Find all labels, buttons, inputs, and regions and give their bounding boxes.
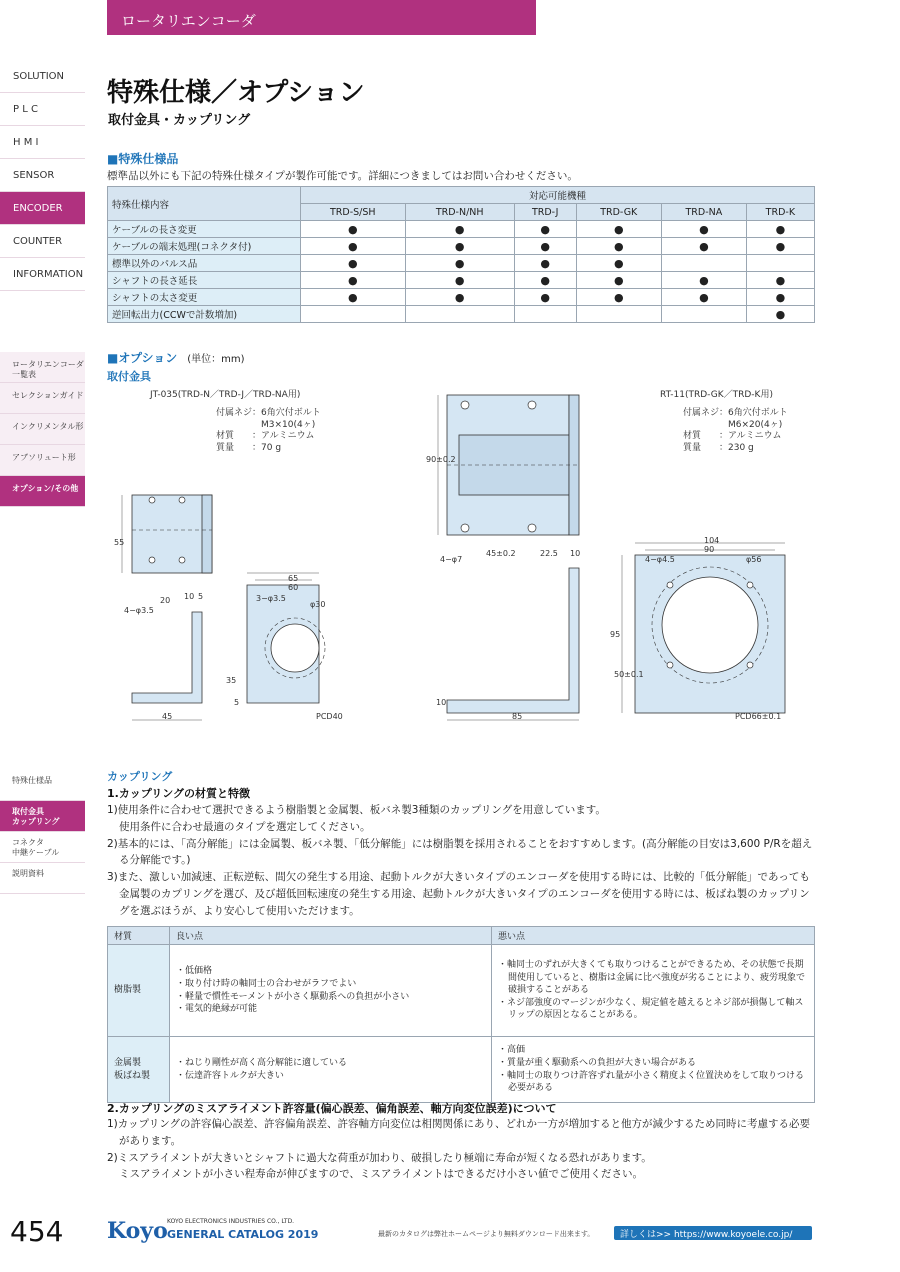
coupling-heading: カップリング xyxy=(107,770,173,783)
spec-mark: ● xyxy=(301,272,406,289)
hole xyxy=(461,401,469,409)
spec-mark xyxy=(514,306,576,323)
dim-pcd40: PCD40 xyxy=(316,712,343,721)
spec-mark xyxy=(662,255,747,272)
hole xyxy=(149,497,155,503)
special-heading: ■特殊仕様品 xyxy=(107,152,179,166)
sub-nav-item-2[interactable]: インクリメンタル形 xyxy=(0,414,85,445)
spec-mark: ● xyxy=(514,289,576,306)
nav-item-4[interactable]: ENCODER xyxy=(0,192,85,225)
spec-mark: ● xyxy=(405,221,514,238)
jt-side-flange xyxy=(202,495,212,573)
page-number: 454 xyxy=(10,1215,64,1248)
model-header: TRD-K xyxy=(746,204,814,221)
dim-5b: 5 xyxy=(234,698,240,707)
nav-item-3[interactable]: SENSOR xyxy=(0,159,85,192)
dim-4-3.5: 4−φ3.5 xyxy=(124,606,154,615)
spec-mark: ● xyxy=(301,289,406,306)
special-desc: 標準品以外にも下記の特殊仕様タイプが製作可能です。詳細につきましてはお問い合わせください。 xyxy=(107,170,578,182)
mat-good-list xyxy=(176,1057,485,1082)
model-header: TRD-N/NH xyxy=(405,204,514,221)
spec-mark: ● xyxy=(301,238,406,255)
dim-3-3.5: 3−φ3.5 xyxy=(256,594,286,603)
spec-mark: ● xyxy=(576,238,661,255)
dim-22.5: 22.5 xyxy=(540,549,558,558)
jt-bore xyxy=(271,624,319,672)
spec-mark: ● xyxy=(662,289,747,306)
nav-item-5[interactable]: COUNTER xyxy=(0,225,85,258)
spec-mark: ● xyxy=(301,221,406,238)
col-group: 対応可能機種 xyxy=(301,187,815,204)
table-row xyxy=(108,255,815,272)
table-row xyxy=(108,945,815,1037)
mat-bad xyxy=(492,945,815,1037)
spec-label: シャフトの太さ変更 xyxy=(108,289,301,306)
page-subtitle: 取付金具・カップリング xyxy=(108,113,251,128)
spec-mark: ● xyxy=(576,272,661,289)
table-row xyxy=(108,221,815,238)
dim-104: 104 xyxy=(704,536,720,545)
download-note: 最新のカタログは弊社ホームページより無料ダウンロード出来ます。 xyxy=(378,1230,595,1238)
dim-10b: 10 xyxy=(570,549,581,558)
sub-nav-item-0[interactable]: ロータリエンコーダ 一覧表 xyxy=(0,352,85,383)
dim-4-7: 4−φ7 xyxy=(440,555,463,564)
list-item: ・軸同士のずれが大きくても取りつけることができるため、その状態で長期間使用していると、樹脂は金属に比べ強度が劣ることにより、疲労現象で破損することがある xyxy=(498,960,806,996)
list-item: ・電気的絶縁が可能 xyxy=(176,1004,258,1015)
spec-mark: ● xyxy=(405,289,514,306)
hole xyxy=(528,524,536,532)
sub-nav2-item-3[interactable]: 説明資料 xyxy=(0,863,85,894)
nav-item-1[interactable]: P L C xyxy=(0,93,85,126)
spec-mark: ● xyxy=(746,272,814,289)
spec-mark: ● xyxy=(746,238,814,255)
sub-nav2-item-2[interactable]: コネクタ 中継ケーブル xyxy=(0,832,85,863)
sub-nav-item-3[interactable]: アブソリュート形 xyxy=(0,445,85,476)
website-link[interactable]: 詳しくは>> https://www.koyoele.co.jp/ xyxy=(614,1226,812,1240)
spec-mark xyxy=(576,306,661,323)
model-header: TRD-NA xyxy=(662,204,747,221)
dim-20: 20 xyxy=(160,596,171,605)
col-label: 特殊仕様内容 xyxy=(108,187,301,221)
hole xyxy=(461,524,469,532)
spec-mark: ● xyxy=(746,221,814,238)
model-header: TRD-S/SH xyxy=(301,204,406,221)
list-item: ・伝達許容トルクが大きい xyxy=(176,1070,284,1081)
list-item: ・軸同士の取りつけ許容ずれ量が小さく精度よく位置決めをして取りつける必要がある xyxy=(498,1070,805,1094)
nav-item-0[interactable]: SOLUTION xyxy=(0,60,85,93)
table-row xyxy=(108,272,815,289)
spec-label: 標準以外のパルス品 xyxy=(108,255,301,272)
dim-90: 90±0.2 xyxy=(426,455,456,464)
coupling-p2: 2)基本的には、「高分解能」には金属製、板バネ製、「低分解能」には樹脂製を採用されることをおすすめします。(高分解能の目安は3,600 P/Rを超える分解能です。) xyxy=(107,837,813,867)
spec-label: 逆回転出力(CCWで計数増加) xyxy=(108,306,301,323)
dim-90b: 90 xyxy=(704,545,715,554)
special-spec-table xyxy=(107,186,815,323)
table-row xyxy=(108,289,815,306)
rt-title: RT-11(TRD-GK／TRD-K用) xyxy=(660,390,773,400)
coupling-paragraphs-2 xyxy=(107,1116,819,1183)
spec-mark: ● xyxy=(746,289,814,306)
nav-item-2[interactable]: H M I xyxy=(0,126,85,159)
section-banner: ロータリエンコーダ xyxy=(107,0,536,35)
dim-95: 95 xyxy=(610,630,621,639)
dim-phi30: φ30 xyxy=(310,600,326,609)
main-nav xyxy=(0,60,85,291)
sub-nav xyxy=(0,352,85,507)
bracket-heading: 取付金具 xyxy=(107,370,151,383)
rt-bore xyxy=(662,577,758,673)
coupling-h1: 1.カップリングの材質と特徴 xyxy=(107,787,251,800)
model-header: TRD-GK xyxy=(576,204,661,221)
hole xyxy=(179,497,185,503)
rt-spec: 付属ネジ：6角穴付ボルト M6×20(4ヶ) 材質 ：アルミニウム 質量 ：230 g xyxy=(683,408,788,454)
coupling-q2: 2)ミスアライメントが大きいとシャフトに過大な荷重が加わり、破損したり極端に寿命が短くなる恐れがあります。 ミスアライメントが小さい程寿命が伸びますので、ミスアライメントはできるだけ小さい値でご使用ください。 xyxy=(107,1151,652,1181)
spec-mark xyxy=(662,306,747,323)
model-header: TRD-J xyxy=(514,204,576,221)
coupling-p1: 1)使用条件に合わせて選択できるよう樹脂製と金属製、板バネ製3種類のカップリングを用意しています。 使用条件に合わせ最適のタイプを選定してください。 xyxy=(107,804,606,833)
spec-label: シャフトの長さ延長 xyxy=(108,272,301,289)
dim-pcd66: PCD66±0.1 xyxy=(735,712,782,721)
jt-side-plate xyxy=(132,495,212,573)
list-item: ・ねじり剛性が高く高分解能に適している xyxy=(176,1057,348,1068)
spec-mark: ● xyxy=(746,306,814,323)
mat-good xyxy=(170,945,492,1037)
mat-good xyxy=(170,1037,492,1103)
list-item: ・取り付け時の軸同士の合わせがラフでよい xyxy=(176,978,357,989)
hole xyxy=(179,557,185,563)
dim-phi56: φ56 xyxy=(746,555,762,564)
dim-35: 35 xyxy=(226,676,237,685)
table-row xyxy=(108,1037,815,1103)
jt-spec: 付属ネジ：6角穴付ボルト M3×10(4ヶ) 材質 ：アルミニウム 質量 ：70 g xyxy=(216,408,321,454)
sub-nav-item-1[interactable]: セレクションガイド xyxy=(0,383,85,414)
mat-bad-list xyxy=(498,959,808,1022)
coupling-q1: 1)カップリングの許容偏心誤差、許容偏角誤差、許容軸方向変位は相関関係にあり、どれか一方が増加すると他方が減少するため同時に考慮する必要があります。 xyxy=(107,1118,811,1147)
mat-label: 樹脂製 xyxy=(108,945,170,1037)
dim-10a: 10 xyxy=(184,592,195,601)
spec-mark: ● xyxy=(576,255,661,272)
hole xyxy=(747,662,753,668)
dim-65: 65 xyxy=(288,574,299,583)
table-row xyxy=(108,238,815,255)
spec-mark: ● xyxy=(576,289,661,306)
spec-mark: ● xyxy=(405,272,514,289)
mat-bad-list xyxy=(498,1044,808,1094)
mat-bad xyxy=(492,1037,815,1103)
spec-mark: ● xyxy=(514,221,576,238)
sub-nav2-item-1[interactable]: 取付金具 カップリング xyxy=(0,801,85,832)
hole xyxy=(528,401,536,409)
list-item: ・軽量で慣性モーメントが小さく駆動系への負担が小さい xyxy=(176,991,410,1002)
spec-mark: ● xyxy=(662,272,747,289)
spec-mark: ● xyxy=(514,272,576,289)
dim-45: 45 xyxy=(162,712,173,721)
koyo-logo: Koyo xyxy=(107,1218,168,1244)
hole xyxy=(667,662,673,668)
sub-nav-2 xyxy=(0,770,85,894)
sub-nav-item-4[interactable]: オプション/その他 xyxy=(0,476,85,507)
dim-85: 85 xyxy=(512,712,523,721)
company-name: KOYO ELECTRONICS INDUSTRIES CO., LTD. xyxy=(167,1218,295,1225)
mat-label: 金属製 板ばね製 xyxy=(108,1037,170,1103)
list-item: ・高価 xyxy=(498,1045,526,1056)
spec-label: ケーブルの端末処理(コネクタ付) xyxy=(108,238,301,255)
nav-item-6[interactable]: INFORMATION xyxy=(0,258,85,291)
spec-mark xyxy=(405,306,514,323)
dim-5a: 5 xyxy=(198,592,204,601)
dim-50: 50±0.1 xyxy=(614,670,644,679)
mat-header: 材質 xyxy=(108,927,170,945)
catalog-name: GENERAL CATALOG 2019 xyxy=(167,1228,319,1241)
hole xyxy=(667,582,673,588)
spec-mark: ● xyxy=(514,255,576,272)
dim-10c: 10 xyxy=(436,698,447,707)
table-row xyxy=(108,306,815,323)
coupling-material-table xyxy=(107,926,815,1103)
spec-mark: ● xyxy=(662,221,747,238)
list-item: ・質量が重く駆動系への負担が大きい場合がある xyxy=(498,1057,697,1068)
spec-mark: ● xyxy=(662,238,747,255)
spec-mark: ● xyxy=(301,255,406,272)
dim-60: 60 xyxy=(288,583,299,592)
list-item: ・ネジ部強度のマージンが少なく、規定値を越えるとネジ部が損傷して軸スリップの原因となることがある。 xyxy=(498,997,804,1021)
list-item: ・低価格 xyxy=(176,966,213,977)
option-heading xyxy=(107,349,245,366)
mat-header: 良い点 xyxy=(170,927,492,945)
rt-l-profile xyxy=(447,568,579,713)
jt-l-profile xyxy=(132,612,202,703)
spec-mark: ● xyxy=(405,238,514,255)
dim-45-0.2: 45±0.2 xyxy=(486,549,516,558)
spec-label: ケーブルの長さ変更 xyxy=(108,221,301,238)
spec-mark: ● xyxy=(576,221,661,238)
page-title: 特殊仕様／オプション xyxy=(107,78,365,108)
unit-label: (単位：mm) xyxy=(187,354,245,365)
spec-mark: ● xyxy=(405,255,514,272)
spec-mark: ● xyxy=(514,238,576,255)
hole xyxy=(149,557,155,563)
sub-nav2-item-0[interactable]: 特殊仕様品 xyxy=(0,770,85,801)
coupling-paragraphs-1 xyxy=(107,802,819,920)
coupling-p3: 3)また、激しい加減速、正転逆転、間欠の発生する用途、起動トルクが大きいタイプのエンコーダを使用する時には、比較的「低分解能」であっても金属製のカプリングを選び、及び超低回転速度の発生する用途、起動トルクが大きいタイプのエンコーダを使用する時には、板ばね製のカップリングを選ぶほうが、より安心して使用いただけます。 xyxy=(107,871,810,917)
dim-4-4.5: 4−φ4.5 xyxy=(645,555,675,564)
coupling-h2: 2.カップリングのミスアライメント許容量(偏心誤差、偏角誤差、軸方向変位誤差)について xyxy=(107,1102,557,1115)
mat-good-list xyxy=(176,965,485,1015)
dim-55: 55 xyxy=(114,538,125,547)
mat-header: 悪い点 xyxy=(492,927,815,945)
spec-mark xyxy=(301,306,406,323)
option-heading-text: ■オプション xyxy=(107,351,178,365)
jt-title: JT-035(TRD-N／TRD-J／TRD-NA用) xyxy=(150,390,301,400)
hole xyxy=(747,582,753,588)
spec-mark xyxy=(746,255,814,272)
